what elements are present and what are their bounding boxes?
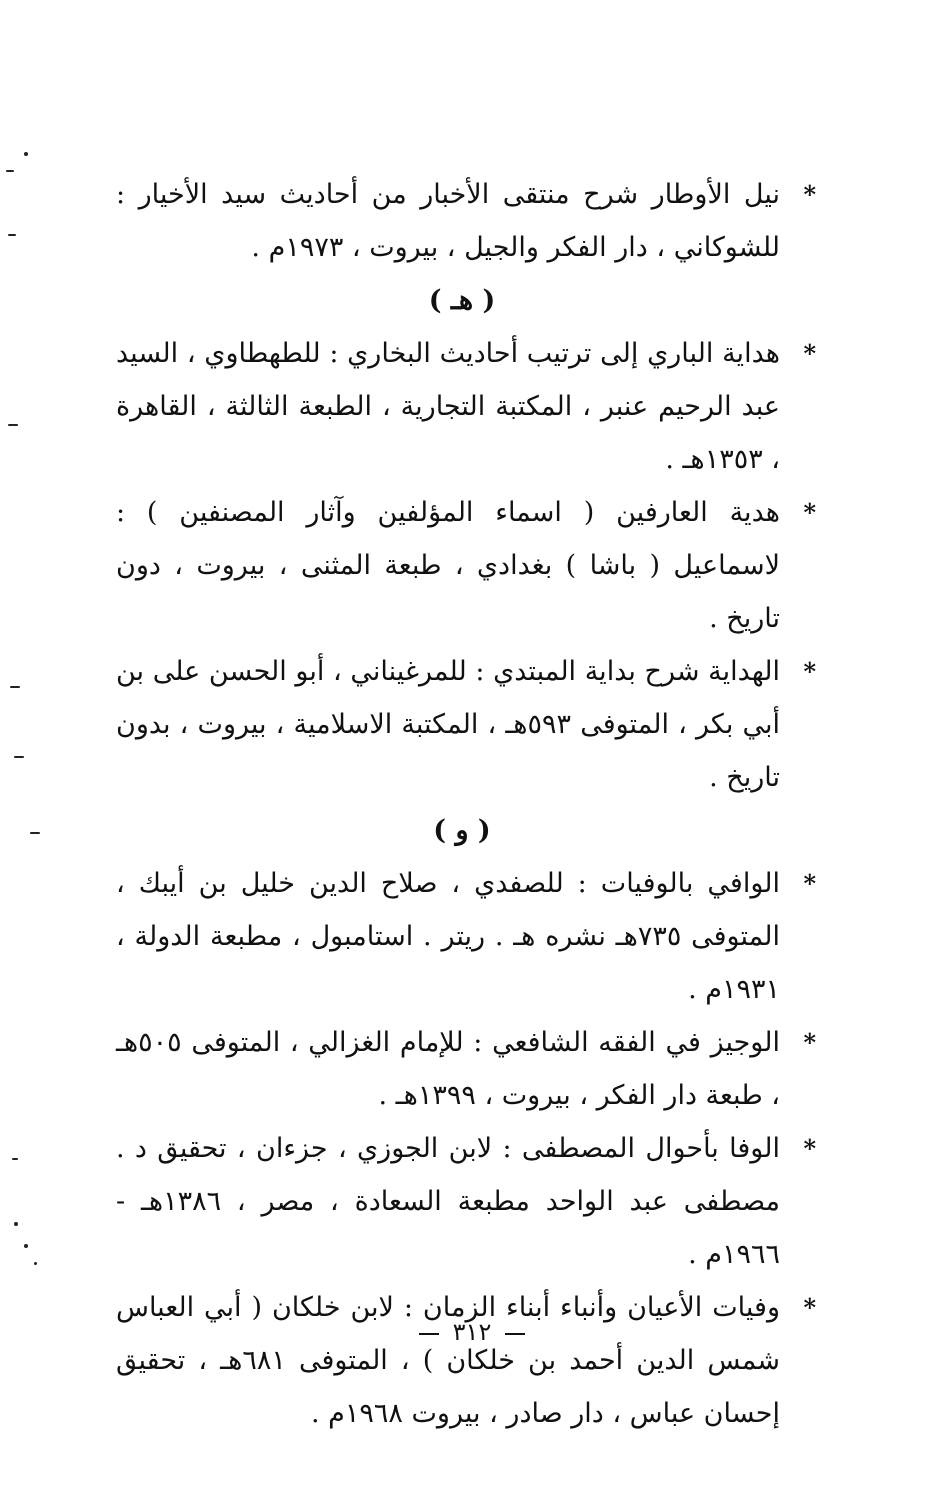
asterisk-bullet-icon: * (803, 339, 816, 368)
asterisk-bullet-icon: * (803, 1134, 816, 1163)
asterisk-bullet-icon: * (803, 180, 816, 209)
margin-mark (24, 1244, 28, 1248)
entry-text: الوجيز في الفقه الشافعي : للإمام الغزالي ، المتوفى ٥٠٥هـ ، طبعة دار الفكر ، بيروت ، ١٣٩٩هـ . (116, 1027, 780, 1111)
margin-mark (12, 1158, 18, 1160)
dash-left (505, 1333, 525, 1335)
margin-mark (34, 1262, 37, 1265)
entry-text: وفيات الأعيان وأنباء أبناء الزمان : لابن خلكان ( أبي العباس شمس الدين أحمد بن خلكان ) ، المتوفى ٦٨١هـ ، تحقيق إحسان عباس ، دار صادر ، بيروت ١٩٦٨م . (116, 1292, 781, 1429)
bibliography-entry (116, 857, 816, 1016)
bibliography-entry (116, 1281, 816, 1440)
entry-text: الوافي بالوفيات : للصفدي ، صلاح الدين خليل بن أيبك ، المتوفى ٧٣٥هـ نشره هـ . ريتر . استامبول ، مطبعة الدولة ، ١٩٣١م . (116, 868, 780, 1005)
margin-mark (8, 234, 16, 236)
dash-right (419, 1333, 439, 1335)
bibliography-entry (116, 168, 816, 274)
bibliography-entry (116, 1122, 816, 1281)
asterisk-bullet-icon: * (803, 869, 816, 898)
entry-text: الهداية شرح بداية المبتدي : للمرغيناني ، أبو الحسن على بن أبي بكر ، المتوفى ٥٩٣هـ ، المكتبة الاسلامية ، بيروت ، بدون تاريخ . (116, 656, 780, 793)
entry-text: هدية العارفين ( اسماء المؤلفين وآثار المصنفين ) : لاسماعيل ( باشا ) بغدادي ، طبعة المثنى ، بيروت ، دون تاريخ . (116, 497, 780, 634)
entry-text: نيل الأوطار شرح منتقى الأخبار من أحاديث سيد الأخيار : للشوكاني ، دار الفكر والجيل ، بيروت ، ١٩٧٣م . (116, 179, 780, 263)
margin-mark (14, 756, 24, 758)
page-number-value: ٣١٢ (452, 1318, 492, 1346)
margin-mark (10, 686, 20, 688)
bibliography-entry (116, 486, 816, 645)
asterisk-bullet-icon: * (803, 498, 816, 527)
bibliography-entry (116, 327, 816, 486)
asterisk-bullet-icon: * (803, 1028, 816, 1057)
entry-text: الوفا بأحوال المصطفى : لابن الجوزي ، جزءان ، تحقيق د . مصطفى عبد الواحد مطبعة السعادة ، مصر ، ١٣٨٦هـ - ١٩٦٦م . (116, 1133, 780, 1270)
section-heading-ha: ( هـ ) (428, 285, 496, 316)
asterisk-bullet-icon: * (803, 1293, 816, 1322)
margin-mark (14, 1222, 18, 1226)
bibliography-entry (116, 645, 816, 804)
asterisk-bullet-icon: * (803, 657, 816, 686)
page-number (0, 1318, 944, 1346)
margin-mark (30, 832, 40, 834)
bibliography-content (116, 168, 816, 1440)
entry-text: هداية الباري إلى ترتيب أحاديث البخاري : للطهطاوي ، السيد عبد الرحيم عنبر ، المكتبة التجارية ، الطبعة الثالثة ، القاهرة ، ١٣٥٣هـ . (116, 338, 780, 475)
margin-mark (6, 170, 14, 172)
section-heading-waw: ( و ) (433, 815, 491, 846)
bibliography-entry (116, 1016, 816, 1122)
margin-mark (8, 424, 18, 426)
margin-mark (24, 152, 28, 156)
